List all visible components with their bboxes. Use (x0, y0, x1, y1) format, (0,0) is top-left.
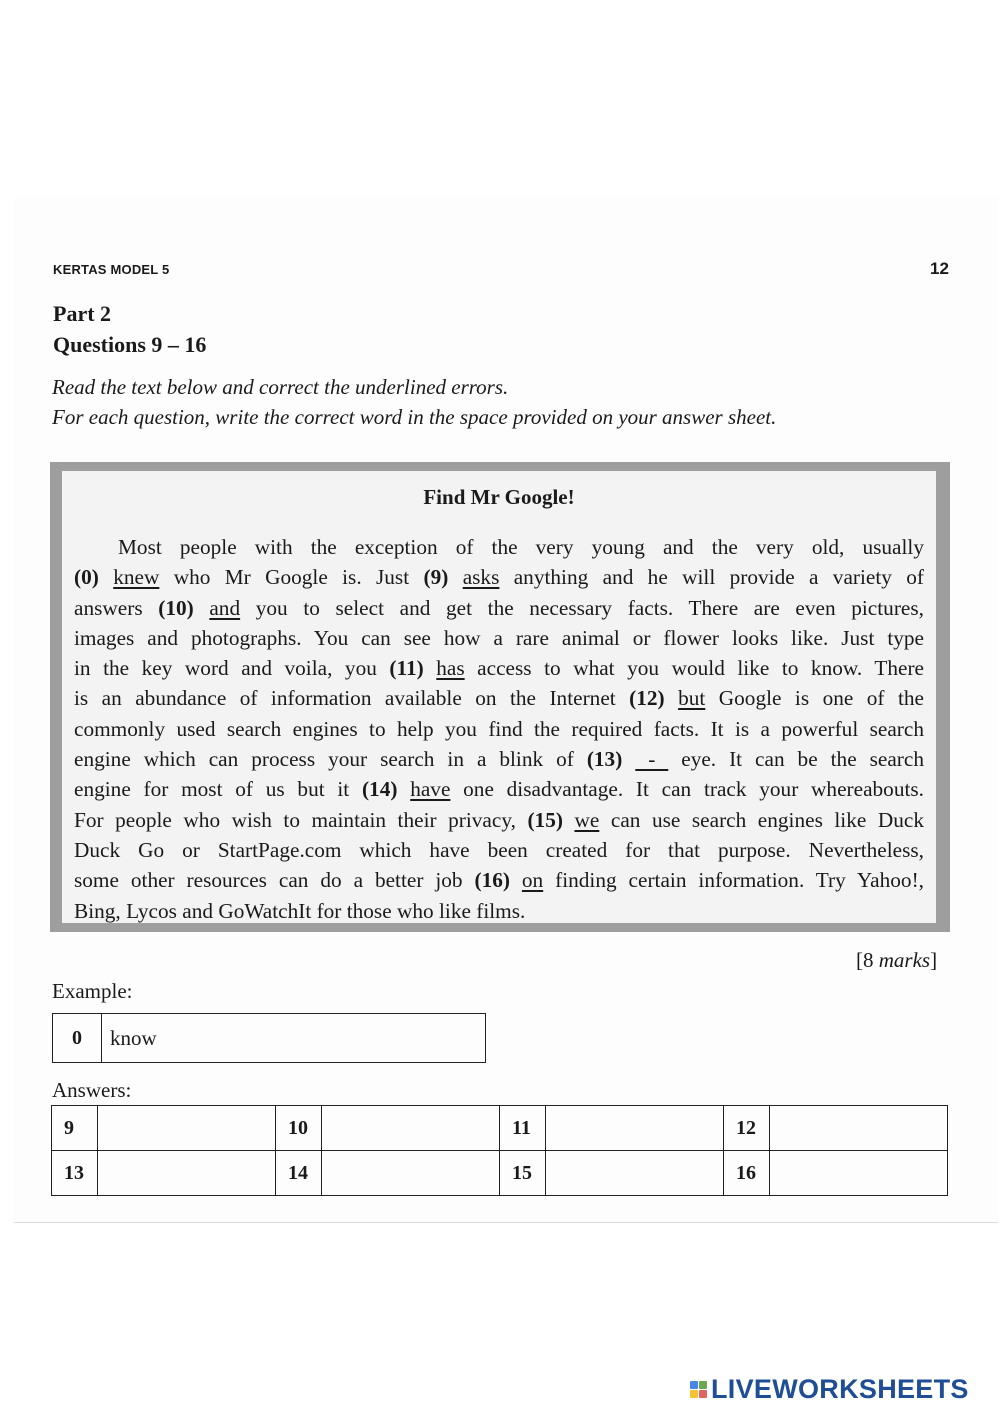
underlined-error: but (678, 686, 706, 711)
passage-line (74, 562, 924, 592)
passage-line (74, 683, 924, 713)
underlined-error: knew (113, 565, 160, 590)
passage-text-run (194, 596, 210, 620)
passage-text-run: anything and he will provide a variety of (499, 565, 925, 590)
example-label: Example: (52, 979, 133, 1003)
instruction-line-2: For each question, write the correct word in the space provided on your answer sheet. (52, 405, 777, 429)
answer-field[interactable] (546, 1106, 724, 1151)
underlined-error: have (410, 777, 451, 802)
example-answer: know (110, 1025, 157, 1050)
answer-field[interactable] (770, 1151, 948, 1196)
passage-line (74, 774, 924, 804)
question-number: (12) (629, 686, 665, 711)
passage-line (74, 623, 924, 653)
answer-number: 10 (276, 1106, 322, 1151)
passage-box-inner (62, 471, 936, 923)
passage-text-run: For people who wish to maintain their privacy, (74, 807, 528, 832)
passage-text-run (99, 565, 113, 589)
underlined-error: asks (462, 565, 500, 590)
logo-square (699, 1381, 707, 1389)
passage-text-run: eye. It can be the search (668, 747, 924, 772)
paper-label: KERTAS MODEL 5 (53, 262, 170, 277)
passage-text-run (397, 777, 410, 801)
answer-field[interactable] (98, 1106, 276, 1151)
instruction-line-1: Read the text below and correct the underlined errors. (52, 375, 509, 399)
underlined-error: - (635, 747, 669, 772)
passage-text-run: you to select and get the necessary facts. There are even pictures, (240, 595, 924, 620)
logo-square (699, 1390, 707, 1398)
example-number: 0 (53, 1014, 102, 1062)
passage-text-run: commonly used search engines to help you find the required facts. It is a powerful search (74, 716, 924, 741)
question-number: (11) (389, 656, 424, 681)
passage-text-run: finding certain information. Try Yahoo!, (543, 868, 924, 893)
passage-text-run: one disadvantage. It can track your whereabouts. (450, 777, 924, 802)
passage-text (74, 532, 924, 926)
passage-line (74, 653, 924, 683)
question-number: (13) (586, 747, 623, 772)
passage-text-run (448, 565, 462, 589)
answer-number: 15 (500, 1151, 546, 1196)
page-number: 12 (930, 259, 949, 278)
passage-text-run: in the key word and voila, you (74, 656, 390, 681)
passage-text-run (665, 686, 678, 710)
passage-line (74, 835, 924, 865)
passage-text-run (622, 747, 635, 771)
answer-field[interactable] (322, 1151, 500, 1196)
liveworksheets-brand (690, 1374, 969, 1405)
marks-label (856, 948, 937, 973)
answer-number: 13 (52, 1151, 98, 1196)
passage-text-run (424, 656, 437, 680)
passage-text-run: engine which can process your search in a blink of (74, 747, 587, 772)
passage-text-run: is an abundance of information available on the Internet (74, 686, 630, 711)
passage-line (74, 805, 924, 835)
answer-field[interactable] (770, 1106, 948, 1151)
answers-label: Answers: (52, 1078, 132, 1102)
question-number: (10) (158, 595, 194, 620)
question-number: (0) (74, 565, 99, 590)
passage-text-run: can use search engines like Duck (599, 807, 924, 832)
underlined-error: and (209, 595, 241, 620)
passage-text-run: Google is one of the (705, 686, 924, 711)
answer-number: 14 (276, 1151, 322, 1196)
marks-close: ] (930, 948, 938, 972)
answer-field[interactable] (322, 1106, 500, 1151)
example-box (52, 1013, 486, 1063)
answer-field[interactable] (546, 1151, 724, 1196)
passage-text-run: access to what you would like to know. There (464, 656, 924, 681)
marks-word: marks (878, 948, 931, 972)
passage-text-run: Bing, Lycos and GoWatchIt for those who like films. (74, 898, 526, 923)
passage-box (50, 462, 950, 932)
answer-row (52, 1106, 948, 1151)
logo-square (690, 1390, 698, 1398)
passage-line (74, 865, 924, 895)
passage-text-run: answers (74, 595, 159, 620)
questions-heading: Questions 9 – 16 (53, 332, 207, 357)
answer-number: 16 (724, 1151, 770, 1196)
passage-title: Find Mr Google! (423, 485, 575, 509)
passage-line (74, 714, 924, 744)
part-heading: Part 2 (53, 301, 112, 326)
passage-line (74, 532, 924, 562)
passage-text-run: who Mr Google is. Just (159, 565, 424, 590)
answer-row (52, 1151, 948, 1196)
passage-text-run: images and photographs. You can see how a rare animal or flower looks like. Just type (74, 625, 924, 650)
passage-text-run: some other resources can do a better job (74, 868, 475, 893)
question-number: (14) (361, 777, 398, 802)
answer-number: 11 (500, 1106, 546, 1151)
question-number: (16) (474, 868, 510, 893)
passage-text-run: engine for most of us but it (74, 777, 362, 802)
liveworksheets-logo-icon (690, 1381, 707, 1398)
answer-number: 12 (724, 1106, 770, 1151)
passage-text-run (563, 808, 575, 832)
passage-text-run (510, 868, 522, 892)
answer-field[interactable] (98, 1151, 276, 1196)
question-number: (15) (527, 807, 563, 832)
logo-square (690, 1381, 698, 1389)
passage-text-run: Duck Go or StartPage.com which have been created for that purpose. Nevertheless, (74, 837, 924, 862)
answer-number: 9 (52, 1106, 98, 1151)
passage-text-run: Most people with the exception of the very young and the very old, usually (118, 535, 924, 559)
marks-open: [8 (856, 948, 879, 972)
underlined-error: on (521, 868, 544, 893)
brand-text: LIVEWORKSHEETS (711, 1374, 969, 1404)
underlined-error: has (436, 656, 465, 681)
answers-table (51, 1105, 948, 1196)
passage-line (74, 593, 924, 623)
passage-line (74, 744, 924, 774)
question-number: (9) (423, 565, 449, 590)
underlined-error: we (574, 807, 600, 832)
passage-line (74, 896, 924, 926)
